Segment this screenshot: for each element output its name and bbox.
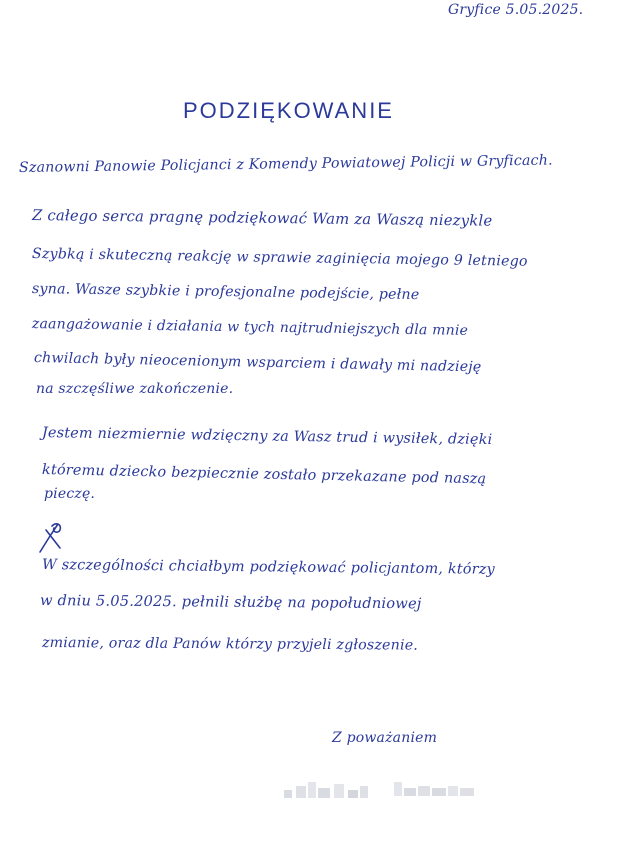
letter-date: Gryfice 5.05.2025. xyxy=(448,2,584,18)
paragraph2-line: któremu dziecko bezpiecznie zostało przekazane pod naszą xyxy=(41,462,487,488)
letter-title: PODZIĘKOWANIE xyxy=(183,98,394,123)
paragraph3-line: W szczególności chciałbym podziękować policjantom, którzy xyxy=(41,557,495,578)
paragraph1-line: syna. Wasze szybkie i profesjonalne podejście, pełne xyxy=(31,281,420,304)
paragraph2-line: pieczę. xyxy=(44,486,96,502)
salutation: Szanowni Panowie Policjanci z Komendy Powiatowej Policji w Gryficach. xyxy=(18,152,553,176)
paragraph1-line: Z całego serca pragnę podziękować Wam za Waszą niezykle xyxy=(31,207,493,230)
paragraph3-line: zmianie, oraz dla Panów którzy przyjeli zgłoszenie. xyxy=(41,635,419,654)
paragraph1-line: chwilach były nieocenionym wsparciem i dawały mi nadzieję xyxy=(33,350,482,376)
paragraph1-line: Szybką i skuteczną reakcję w sprawie zaginięcia mojego 9 letniego xyxy=(31,246,528,270)
paragraph3-line: w dniu 5.05.2025. pełnili służbę na popołudniowej xyxy=(39,592,422,613)
paragraph1-line: na szczęśliwe zakończenie. xyxy=(36,381,234,397)
paragraph2-line: Jestem niezmiernie wdzięczny za Wasz trud i wysiłek, dzięki xyxy=(41,425,493,449)
paragraph1-line: zaangażowanie i działania w tych najtrudniejszych dla mnie xyxy=(31,316,469,339)
redacted-signature xyxy=(282,778,482,804)
pen-scribble-mark xyxy=(36,520,68,556)
closing: Z poważaniem xyxy=(332,730,438,746)
